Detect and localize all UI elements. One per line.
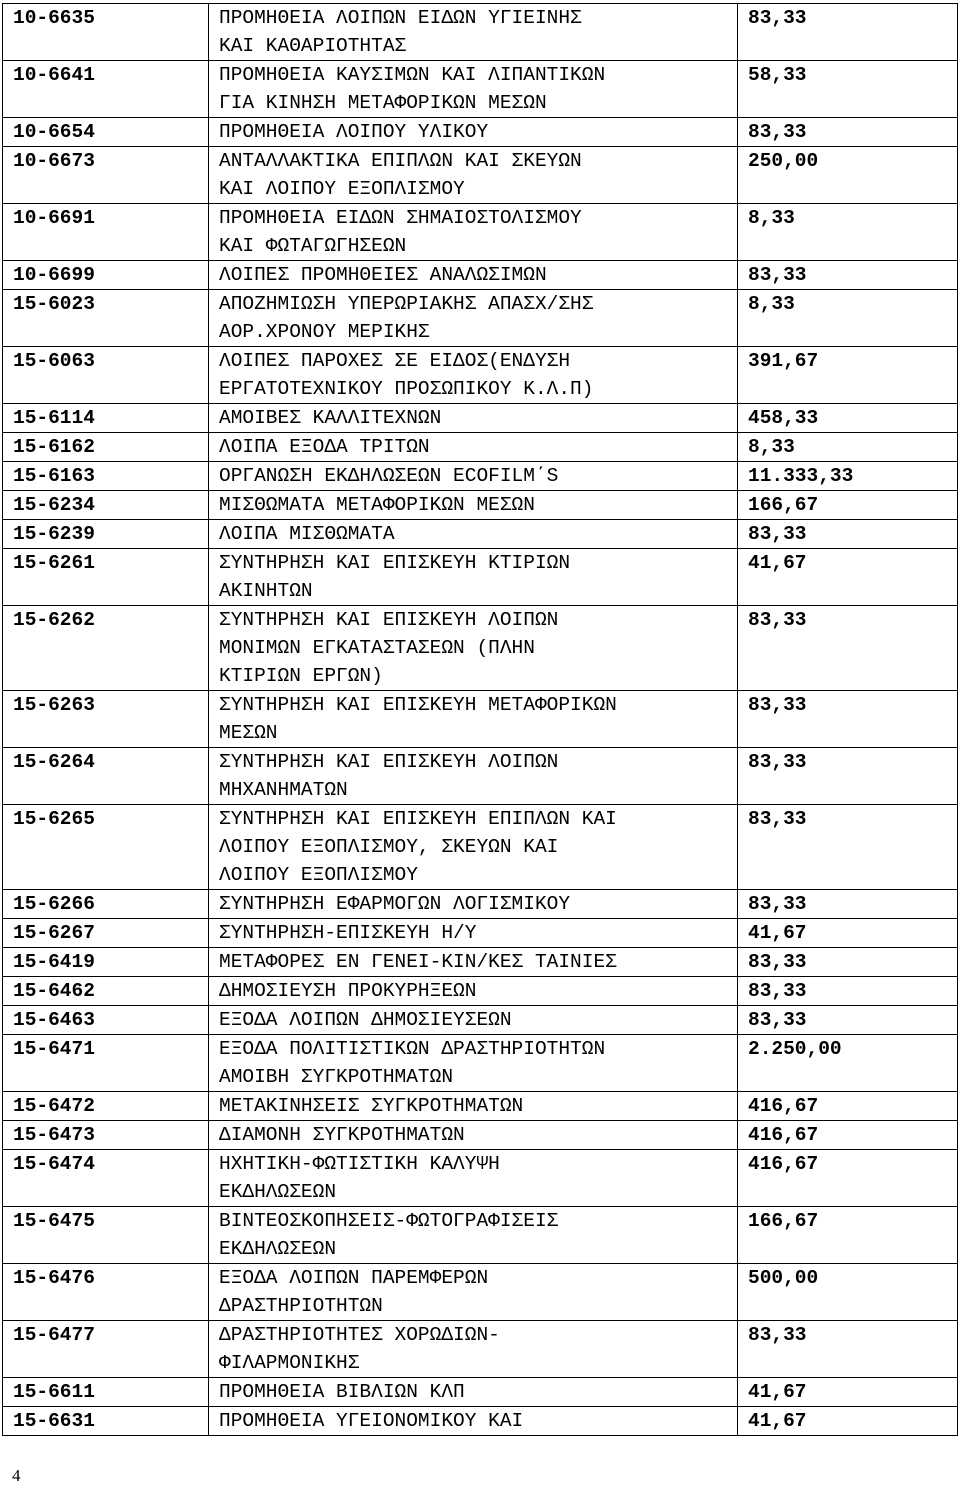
description-cell: ΠΡΟΜΗΘΕΙΑ ΕΙΔΩΝ ΣΗΜΑΙΟΣΤΟΛΙΣΜΟΥ ΚΑΙ ΦΩΤΑΓΩΓΗΣΕΩΝ [209,204,738,261]
account-code-cell: 10-6691 [3,204,209,261]
table-row [3,805,958,890]
description-cell: ΣΥΝΤΗΡΗΣΗ ΕΦΑΡΜΟΓΩΝ ΛΟΓΙΣΜΙΚΟΥ [209,890,738,919]
table-row [3,977,958,1006]
amount-cell: 83,33 [738,261,958,290]
amount-cell: 83,33 [738,890,958,919]
table-row [3,1264,958,1321]
account-code-cell: 15-6471 [3,1035,209,1092]
account-code-cell: 15-6264 [3,748,209,805]
account-code-cell: 15-6162 [3,433,209,462]
amount-cell: 83,33 [738,977,958,1006]
description-cell: ΛΟΙΠΕΣ ΠΡΟΜΗΘΕΙΕΣ ΑΝΑΛΩΣΙΜΩΝ [209,261,738,290]
description-cell: ΜΕΤΑΦΟΡΕΣ ΕΝ ΓΕΝΕΙ-ΚΙΝ/ΚΕΣ ΤΑΙΝΙΕΣ [209,948,738,977]
table-row [3,691,958,748]
account-code-cell: 10-6699 [3,261,209,290]
amount-cell: 41,67 [738,919,958,948]
account-code-cell: 15-6472 [3,1092,209,1121]
description-cell: ΕΞΟΔΑ ΛΟΙΠΩΝ ΠΑΡΕΜΦΕΡΩΝ ΔΡΑΣΤΗΡΙΟΤΗΤΩΝ [209,1264,738,1321]
table-row [3,948,958,977]
table-row [3,1321,958,1378]
description-cell: ΜΕΤΑΚΙΝΗΣΕΙΣ ΣΥΓΚΡΟΤΗΜΑΤΩΝ [209,1092,738,1121]
amount-cell: 500,00 [738,1264,958,1321]
description-cell: ΠΡΟΜΗΘΕΙΑ ΛΟΙΠΩΝ ΕΙΔΩΝ ΥΓΙΕΙΝΗΣ ΚΑΙ ΚΑΘΑΡΙΟΤΗΤΑΣ [209,4,738,61]
account-code-cell: 15-6261 [3,549,209,606]
table-row [3,1378,958,1407]
budget-table [2,3,958,1436]
amount-cell: 83,33 [738,1006,958,1035]
amount-cell: 83,33 [738,520,958,549]
amount-cell: 8,33 [738,433,958,462]
amount-cell: 416,67 [738,1150,958,1207]
account-code-cell: 15-6473 [3,1121,209,1150]
description-cell: ΣΥΝΤΗΡΗΣΗ ΚΑΙ ΕΠΙΣΚΕΥΗ ΚΤΙΡΙΩΝ ΑΚΙΝΗΤΩΝ [209,549,738,606]
description-cell: ΣΥΝΤΗΡΗΣΗ ΚΑΙ ΕΠΙΣΚΕΥΗ ΛΟΙΠΩΝ ΜΟΝΙΜΩΝ ΕΓΚΑΤΑΣΤΑΣΕΩΝ (ΠΛΗΝ ΚΤΙΡΙΩΝ ΕΡΓΩΝ) [209,606,738,691]
amount-cell: 83,33 [738,691,958,748]
account-code-cell: 15-6474 [3,1150,209,1207]
table-row [3,1121,958,1150]
amount-cell: 58,33 [738,61,958,118]
table-row [3,61,958,118]
table-row [3,347,958,404]
table-row [3,261,958,290]
amount-cell: 2.250,00 [738,1035,958,1092]
description-cell: ΗΧΗΤΙΚΗ-ΦΩΤΙΣΤΙΚΗ ΚΑΛΥΨΗ ΕΚΔΗΛΩΣΕΩΝ [209,1150,738,1207]
description-cell: ΑΝΤΑΛΛΑΚΤΙΚΑ ΕΠΙΠΛΩΝ ΚΑΙ ΣΚΕΥΩΝ ΚΑΙ ΛΟΙΠΟΥ ΕΞΟΠΛΙΣΜΟΥ [209,147,738,204]
table-row [3,462,958,491]
table-row [3,1006,958,1035]
account-code-cell: 10-6654 [3,118,209,147]
account-code-cell: 15-6462 [3,977,209,1006]
budget-table-body [3,4,958,1436]
amount-cell: 41,67 [738,1407,958,1436]
description-cell: ΣΥΝΤΗΡΗΣΗ-ΕΠΙΣΚΕΥΗ Η/Υ [209,919,738,948]
table-row [3,404,958,433]
account-code-cell: 15-6063 [3,347,209,404]
account-code-cell: 15-6239 [3,520,209,549]
account-code-cell: 10-6673 [3,147,209,204]
table-row [3,549,958,606]
table-row [3,1207,958,1264]
account-code-cell: 15-6263 [3,691,209,748]
account-code-cell: 10-6641 [3,61,209,118]
amount-cell: 41,67 [738,549,958,606]
amount-cell: 391,67 [738,347,958,404]
account-code-cell: 15-6262 [3,606,209,691]
table-row [3,204,958,261]
description-cell: ΔΡΑΣΤΗΡΙΟΤΗΤΕΣ ΧΟΡΩΔΙΩΝ- ΦΙΛΑΡΜΟΝΙΚΗΣ [209,1321,738,1378]
account-code-cell: 15-6023 [3,290,209,347]
table-row [3,118,958,147]
description-cell: ΣΥΝΤΗΡΗΣΗ ΚΑΙ ΕΠΙΣΚΕΥΗ ΕΠΙΠΛΩΝ ΚΑΙ ΛΟΙΠΟΥ ΕΞΟΠΛΙΣΜΟΥ, ΣΚΕΥΩΝ ΚΑΙ ΛΟΙΠΟΥ ΕΞΟΠΛΙΣΜΟΥ [209,805,738,890]
account-code-cell: 15-6265 [3,805,209,890]
amount-cell: 166,67 [738,1207,958,1264]
description-cell: ΠΡΟΜΗΘΕΙΑ ΛΟΙΠΟΥ ΥΛΙΚΟΥ [209,118,738,147]
description-cell: ΑΠΟΖΗΜΙΩΣΗ ΥΠΕΡΩΡΙΑΚΗΣ ΑΠΑΣΧ/ΣΗΣ ΑΟΡ.ΧΡΟΝΟΥ ΜΕΡΙΚΗΣ [209,290,738,347]
description-cell: ΕΞΟΔΑ ΛΟΙΠΩΝ ΔΗΜΟΣΙΕΥΣΕΩΝ [209,1006,738,1035]
account-code-cell: 15-6234 [3,491,209,520]
account-code-cell: 15-6419 [3,948,209,977]
description-cell: ΑΜΟΙΒΕΣ ΚΑΛΛΙΤΕΧΝΩΝ [209,404,738,433]
description-cell: ΛΟΙΠΑ ΜΙΣΘΩΜΑΤΑ [209,520,738,549]
amount-cell: 11.333,33 [738,462,958,491]
description-cell: ΒΙΝΤΕΟΣΚΟΠΗΣΕΙΣ-ΦΩΤΟΓΡΑΦΙΣΕΙΣ ΕΚΔΗΛΩΣΕΩΝ [209,1207,738,1264]
amount-cell: 83,33 [738,1321,958,1378]
description-cell: ΛΟΙΠΑ ΕΞΟΔΑ ΤΡΙΤΩΝ [209,433,738,462]
table-row [3,1150,958,1207]
table-row [3,1407,958,1436]
amount-cell: 458,33 [738,404,958,433]
account-code-cell: 15-6114 [3,404,209,433]
page-number: 4 [12,1466,21,1485]
account-code-cell: 15-6475 [3,1207,209,1264]
amount-cell: 83,33 [738,606,958,691]
account-code-cell: 15-6163 [3,462,209,491]
table-row [3,890,958,919]
description-cell: ΠΡΟΜΗΘΕΙΑ ΚΑΥΣΙΜΩΝ ΚΑΙ ΛΙΠΑΝΤΙΚΩΝ ΓΙΑ ΚΙΝΗΣΗ ΜΕΤΑΦΟΡΙΚΩΝ ΜΕΣΩΝ [209,61,738,118]
account-code-cell: 15-6476 [3,1264,209,1321]
description-cell: ΛΟΙΠΕΣ ΠΑΡΟΧΕΣ ΣΕ ΕΙΔΟΣ(ΕΝΔΥΣΗ ΕΡΓΑΤΟΤΕΧΝΙΚΟΥ ΠΡΟΣΩΠΙΚΟΥ Κ.Λ.Π) [209,347,738,404]
description-cell: ΠΡΟΜΗΘΕΙΑ ΒΙΒΛΙΩΝ ΚΛΠ [209,1378,738,1407]
table-row [3,491,958,520]
amount-cell: 83,33 [738,948,958,977]
account-code-cell: 15-6611 [3,1378,209,1407]
account-code-cell: 15-6267 [3,919,209,948]
description-cell: ΠΡΟΜΗΘΕΙΑ ΥΓΕΙΟΝΟΜΙΚΟΥ ΚΑΙ [209,1407,738,1436]
description-cell: ΔΙΑΜΟΝΗ ΣΥΓΚΡΟΤΗΜΑΤΩΝ [209,1121,738,1150]
amount-cell: 8,33 [738,290,958,347]
description-cell: ΣΥΝΤΗΡΗΣΗ ΚΑΙ ΕΠΙΣΚΕΥΗ ΜΕΤΑΦΟΡΙΚΩΝ ΜΕΣΩΝ [209,691,738,748]
account-code-cell: 15-6631 [3,1407,209,1436]
description-cell: ΕΞΟΔΑ ΠΟΛΙΤΙΣΤΙΚΩΝ ΔΡΑΣΤΗΡΙΟΤΗΤΩΝ ΑΜΟΙΒΗ ΣΥΓΚΡΟΤΗΜΑΤΩΝ [209,1035,738,1092]
description-cell: ΣΥΝΤΗΡΗΣΗ ΚΑΙ ΕΠΙΣΚΕΥΗ ΛΟΙΠΩΝ ΜΗΧΑΝΗΜΑΤΩΝ [209,748,738,805]
amount-cell: 83,33 [738,748,958,805]
description-cell: ΔΗΜΟΣΙΕΥΣΗ ΠΡΟΚΥΡΗΞΕΩΝ [209,977,738,1006]
amount-cell: 83,33 [738,4,958,61]
amount-cell: 250,00 [738,147,958,204]
table-row [3,919,958,948]
account-code-cell: 15-6477 [3,1321,209,1378]
table-row [3,606,958,691]
amount-cell: 416,67 [738,1121,958,1150]
description-cell: ΜΙΣΘΩΜΑΤΑ ΜΕΤΑΦΟΡΙΚΩΝ ΜΕΣΩΝ [209,491,738,520]
account-code-cell: 10-6635 [3,4,209,61]
table-row [3,147,958,204]
table-row [3,433,958,462]
amount-cell: 166,67 [738,491,958,520]
table-row [3,1035,958,1092]
amount-cell: 83,33 [738,118,958,147]
amount-cell: 416,67 [738,1092,958,1121]
table-row [3,748,958,805]
table-row [3,4,958,61]
amount-cell: 41,67 [738,1378,958,1407]
amount-cell: 8,33 [738,204,958,261]
description-cell: ΟΡΓΑΝΩΣΗ ΕΚΔΗΛΩΣΕΩΝ ECOFILM΄S [209,462,738,491]
table-row [3,290,958,347]
table-row [3,520,958,549]
amount-cell: 83,33 [738,805,958,890]
table-row [3,1092,958,1121]
account-code-cell: 15-6266 [3,890,209,919]
account-code-cell: 15-6463 [3,1006,209,1035]
